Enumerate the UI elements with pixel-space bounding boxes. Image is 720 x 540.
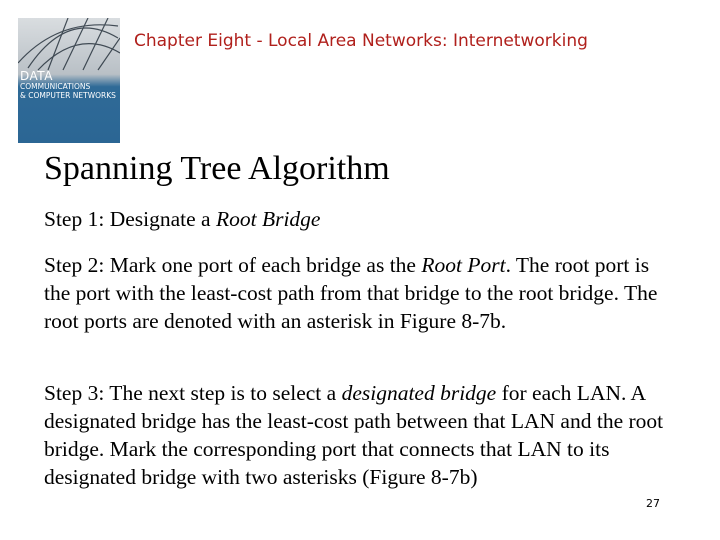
page-number: 27 bbox=[646, 497, 660, 510]
book-cover-image bbox=[18, 18, 120, 143]
step-1-text: Step 1: Designate a Root Bridge bbox=[44, 207, 321, 231]
step-3-text: Step 3: The next step is to select a designated bridge for each LAN. A designated bridge has the least-cost path between that LAN and the root bridge. Mark the corresponding port that connects that LAN to its designated bridge with two asterisks (Figure 8-7b) bbox=[44, 381, 664, 489]
cover-subtitle: COMMUNICATIONS bbox=[20, 82, 91, 91]
slide-title: Spanning Tree Algorithm bbox=[44, 150, 390, 187]
chapter-title: Chapter Eight - Local Area Networks: Internetworking bbox=[134, 31, 588, 51]
cover-subtitle-2: & COMPUTER NETWORKS bbox=[20, 91, 116, 100]
step-2-text: Step 2: Mark one port of each bridge as the Root Port. The root port is the port with the least-cost path from that bridge to the root bridge. The root ports are denoted with an asterisk in Figure 8-7b. bbox=[44, 253, 658, 333]
cover-title: DATA bbox=[20, 69, 53, 83]
